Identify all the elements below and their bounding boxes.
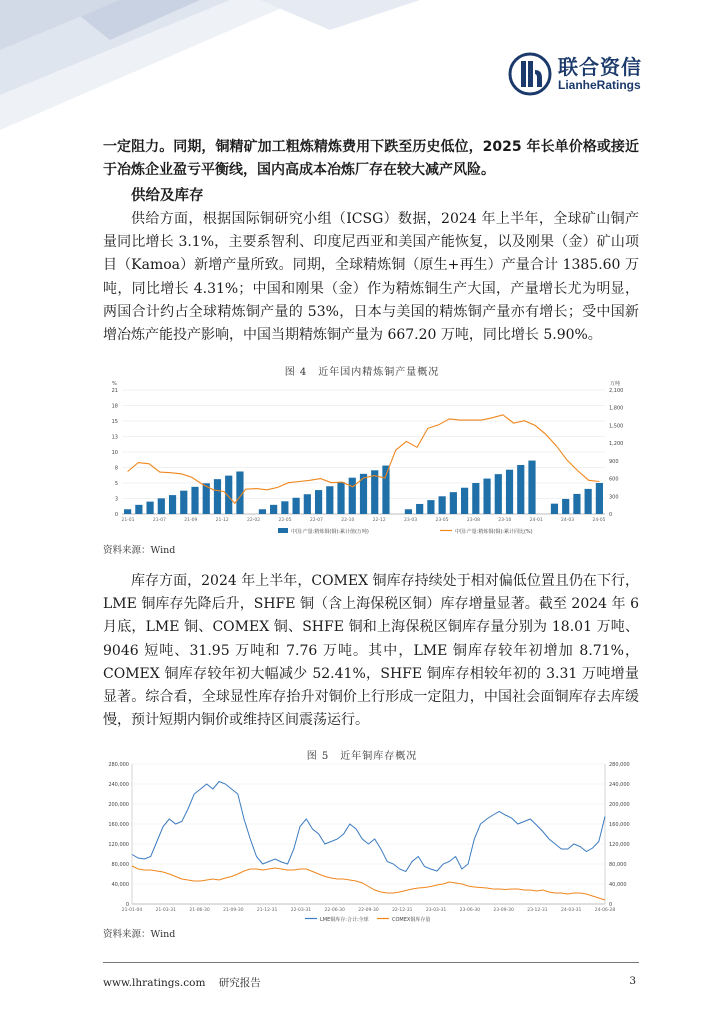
right-tick-label: 1,800 [609, 405, 624, 412]
x-tick-label: 23-03 [404, 518, 418, 523]
x-tick-label: 21-03-31 [155, 908, 177, 913]
figure4-source: 资料来源：Wind [103, 545, 176, 556]
left-tick-label: 40,000 [111, 882, 129, 888]
x-tick-label: 21-01-04 [121, 908, 143, 913]
page-number: 3 [629, 975, 636, 987]
x-tick-label: 23-10 [498, 518, 512, 523]
company-logo [508, 52, 642, 96]
x-tick-label: 22-09-30 [358, 908, 379, 913]
production-bar [135, 505, 142, 514]
right-axis-unit: 万吨 [610, 381, 621, 387]
left-axis-unit: % [112, 381, 117, 387]
x-tick-label: 21-01 [121, 518, 135, 523]
right-tick-label: 200,000 [609, 802, 630, 808]
production-bar [472, 483, 479, 514]
x-tick-label: 22-10 [341, 518, 355, 523]
production-bar [382, 466, 389, 514]
production-bar [225, 476, 232, 514]
x-tick-label: 21-09-30 [223, 908, 244, 913]
comex-stock-line [132, 866, 605, 900]
production-bar [158, 498, 165, 514]
left-tick-label: 0 [114, 512, 118, 518]
production-bar [427, 500, 434, 514]
supply-paragraph: 供给方面，根据国际铜研究小组（ICSG）数据，2024 年上半年，全球矿山铜产量同比增长 3.1%，主要系智利、印度尼西亚和美国产能恢复，以及刚果（金）矿山项目（Kamoa）新增产量所致。同期，全球精炼铜（原生+再生）产量合计 1385.60 万吨，同比增长 4.31%；中国和刚果（金）作为精炼铜生产大国，产量增长尤为明显，两国合计约占全球精炼铜产量的 53%，日本与美国的精炼铜产量亦有增长；受中国新增冶炼产能投产影响，中国当期精炼铜产量为 667.20 万吨，同比增长 5.90%。 [103, 211, 639, 344]
figure4-caption: 图 4 近年国内精炼铜产量概况 [284, 367, 440, 378]
figure4-chart [100, 376, 635, 542]
figure5-source: 资料来源：Wind [103, 929, 176, 940]
logo-name-en: LianheRatings [558, 78, 641, 92]
footer-report-type: 研究报告 [218, 977, 261, 989]
right-tick-label: 0 [609, 902, 613, 908]
left-tick-label: 15 [111, 419, 118, 425]
legend-line-label: 中国:产量:精炼铜(铜):累计同比(%) [455, 529, 533, 535]
production-bar [405, 509, 412, 514]
left-tick-label: 13 [111, 434, 118, 441]
production-bar [371, 470, 378, 514]
production-bar [585, 489, 592, 514]
left-tick-label: 240,000 [108, 782, 129, 788]
left-tick-label: 280,000 [108, 762, 129, 768]
x-tick-label: 23-03-31 [425, 908, 447, 913]
right-tick-label: 40,000 [609, 882, 627, 888]
x-tick-label: 21-12 [215, 518, 229, 523]
production-bar [304, 494, 311, 514]
footer-left [103, 975, 261, 990]
x-tick-label: 22-07 [309, 518, 323, 523]
production-bar [517, 465, 524, 514]
production-bar [315, 490, 322, 514]
production-bar [293, 498, 300, 514]
right-tick-label: 80,000 [609, 862, 627, 868]
x-tick-label: 23-06-30 [459, 908, 481, 913]
x-tick-label: 21-12-31 [256, 908, 278, 913]
lme-stock-line [132, 782, 605, 872]
left-tick-label: 120,000 [108, 842, 129, 848]
production-bar [259, 509, 266, 514]
lianhe-logo-icon [508, 52, 552, 96]
footer-website[interactable]: www.lhratings.com [103, 977, 206, 989]
production-bar [483, 479, 490, 514]
x-tick-label: 21-06-30 [189, 908, 210, 913]
right-tick-label: 600 [609, 476, 619, 483]
production-bar [146, 502, 153, 514]
x-tick-label: 22-12-31 [392, 908, 413, 913]
production-bar [337, 482, 344, 514]
production-bar [326, 486, 333, 514]
production-bar [439, 496, 446, 514]
production-bar [495, 474, 502, 514]
x-tick-label: 23-09-30 [493, 908, 514, 913]
production-bar [596, 483, 603, 514]
production-bar [281, 501, 288, 514]
left-tick-label: 3 [114, 496, 118, 503]
section-heading: 供给及库存 [131, 188, 204, 204]
left-tick-label: 80,000 [111, 862, 129, 868]
left-tick-label: 21 [111, 388, 118, 394]
x-tick-label: 22-05 [278, 518, 292, 523]
left-tick-label: 8 [114, 465, 118, 472]
production-bar [528, 461, 535, 514]
left-tick-label: 18 [111, 403, 118, 410]
right-tick-label: 0 [609, 512, 613, 518]
production-bar [169, 495, 176, 514]
x-tick-label: 24-01 [529, 518, 543, 523]
right-tick-label: 900 [609, 458, 619, 465]
right-tick-label: 300 [609, 494, 619, 501]
production-bar [573, 494, 580, 514]
right-tick-label: 160,000 [609, 822, 630, 828]
right-tick-label: 1,500 [609, 423, 624, 430]
legend-comex-label: COMEX铜库存量 [392, 917, 431, 923]
production-bar [551, 504, 558, 514]
right-tick-label: 240,000 [609, 782, 630, 788]
figure5-caption: 图 5 近年铜库存概况 [306, 751, 418, 762]
production-bar [562, 499, 569, 514]
left-tick-label: 10 [111, 450, 118, 456]
production-bar [180, 491, 187, 514]
right-tick-label: 280,000 [609, 762, 630, 768]
x-tick-label: 24-03-31 [560, 908, 582, 913]
legend-lme-label: LME铜库存:合计:全球 [320, 917, 369, 923]
production-bar [461, 488, 468, 514]
right-tick-label: 1,200 [609, 441, 624, 448]
production-bar [124, 509, 131, 514]
production-bar [450, 492, 457, 514]
x-tick-label: 23-12-31 [527, 908, 548, 913]
inventory-paragraph: 库存方面，2024 年上半年，COMEX 铜库存持续处于相对偏低位置且仍在下行，LME 铜库存先降后升，SHFE 铜（含上海保税区铜）库存增量显著。截至 2024 年 6 月底，LME 铜、COMEX 铜、SHFE 铜和上海保税区铜库存量分别为 18.01 万吨、9046 短吨、31.95 万吨和 7.76 万吨。其中，LME 铜库存较年初增加 8.71%，COMEX 铜库存较年初大幅减少 52.41%，SHFE 铜库存相较年初的 3.31 万吨增量显著。综合看，全球显性库存抬升对铜价上行形成一定阻力，中国社会面铜库存去库缓慢，预计短期内铜价或维持区间震荡运行。 [103, 573, 639, 729]
right-tick-label: 2,100 [609, 388, 624, 394]
right-tick-label: 120,000 [609, 842, 630, 848]
left-tick-label: 160,000 [108, 822, 129, 828]
production-bar [349, 478, 356, 514]
left-tick-label: 5 [114, 481, 118, 487]
figure5-chart [100, 758, 635, 926]
x-tick-label: 22-12 [372, 518, 386, 523]
legend-bar-label: 中国:产量:精炼铜(铜):累计值(万吨) [291, 529, 369, 535]
intro-paragraph: 一定阻力。同期，铜精矿加工粗炼精炼费用下跌至历史低位，2025 年长单价格或接近于冶炼企业盈亏平衡线，国内高成本冶炼厂存在较大减产风险。 [103, 139, 639, 179]
x-tick-label: 21-09 [184, 518, 198, 523]
production-bar [214, 479, 221, 514]
production-bar [416, 504, 423, 514]
x-tick-label: 22-06-30 [324, 908, 345, 913]
left-tick-label: 200,000 [108, 802, 129, 808]
production-bar [270, 505, 277, 514]
left-tick-label: 0 [125, 902, 129, 908]
x-tick-label: 24-03 [561, 518, 575, 523]
x-tick-label: 23-05 [435, 518, 449, 523]
x-tick-label: 24-06-28 [594, 908, 616, 913]
production-bar [506, 470, 513, 514]
x-tick-label: 23-08 [466, 518, 480, 523]
x-tick-label: 22-03-31 [290, 908, 312, 913]
logo-name-cn: 联合资信 [558, 55, 642, 79]
production-bar [191, 487, 198, 514]
x-tick-label: 22-02 [247, 518, 261, 523]
footer-divider [103, 962, 639, 963]
x-tick-label: 24-05 [592, 518, 606, 523]
legend-bar-swatch [278, 528, 288, 533]
x-tick-label: 21-07 [152, 518, 166, 523]
